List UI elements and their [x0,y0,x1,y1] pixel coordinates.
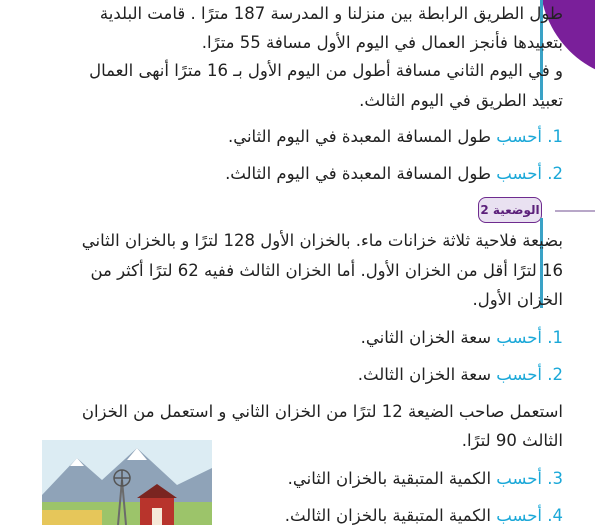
paragraph-line: و في اليوم الثاني مسافة أطول من اليوم الأول بـ 16 مترًا أنهى العمال [89,61,563,80]
question-number: 1. [547,328,563,347]
paragraph-line: استعمل صاحب الضيعة 12 لترًا من الخزان الثاني و استعمل من الخزان [81,402,563,421]
farm-illustration-svg [42,440,212,525]
question-verb: أحسب [496,164,542,183]
question-text: سعة الخزان الثاني. [360,328,492,347]
question-text: الكمية المتبقية بالخزان الثالث. [284,506,492,525]
question-number: 3. [547,469,563,488]
question-item [361,330,563,347]
question-item [288,471,563,488]
paragraph-line: الثالث 90 لترًا. [461,431,563,450]
paragraph-line: الخزان الأول. [472,290,563,309]
question-text: طول المسافة المعبدة في اليوم الثالث. [225,164,492,183]
question-text: الكمية المتبقية بالخزان الثاني. [287,469,492,488]
question-number: 4. [547,506,563,525]
question-item [285,508,563,525]
paragraph-line: تعبيد الطريق في اليوم الثالث. [359,91,563,110]
paragraph-line: 16 لترًا أقل من الخزان الأول. أما الخزان الثالث ففيه 62 لترًا أكثر من [90,261,563,280]
question-item [228,129,563,146]
question-number: 2. [547,365,563,384]
question-text: سعة الخزان الثالث. [357,365,492,384]
paragraph-line: بضيعة فلاحية ثلاثة خزانات ماء. بالخزان الأول 128 لترًا و بالخزان الثاني [81,231,563,250]
question-verb: أحسب [496,365,542,384]
question-number: 1. [547,127,563,146]
question-item [225,166,563,183]
paragraph-line: بتعبيدها فأنجز العمال في اليوم الأول مسافة 55 مترًا. [201,33,563,52]
question-text: طول المسافة المعبدة في اليوم الثاني. [227,127,492,146]
question-item [358,367,563,384]
question-verb: أحسب [496,469,542,488]
question-verb: أحسب [496,506,542,525]
farm-illustration [42,440,212,525]
question-verb: أحسب [496,127,542,146]
paragraph-line: طول الطريق الرابطة بين منزلنا و المدرسة 187 مترًا . قامت البلدية [99,4,563,23]
question-verb: أحسب [496,328,542,347]
badge-line [555,210,595,212]
situation-badge: الوضعية 2 [478,197,542,223]
question-number: 2. [547,164,563,183]
